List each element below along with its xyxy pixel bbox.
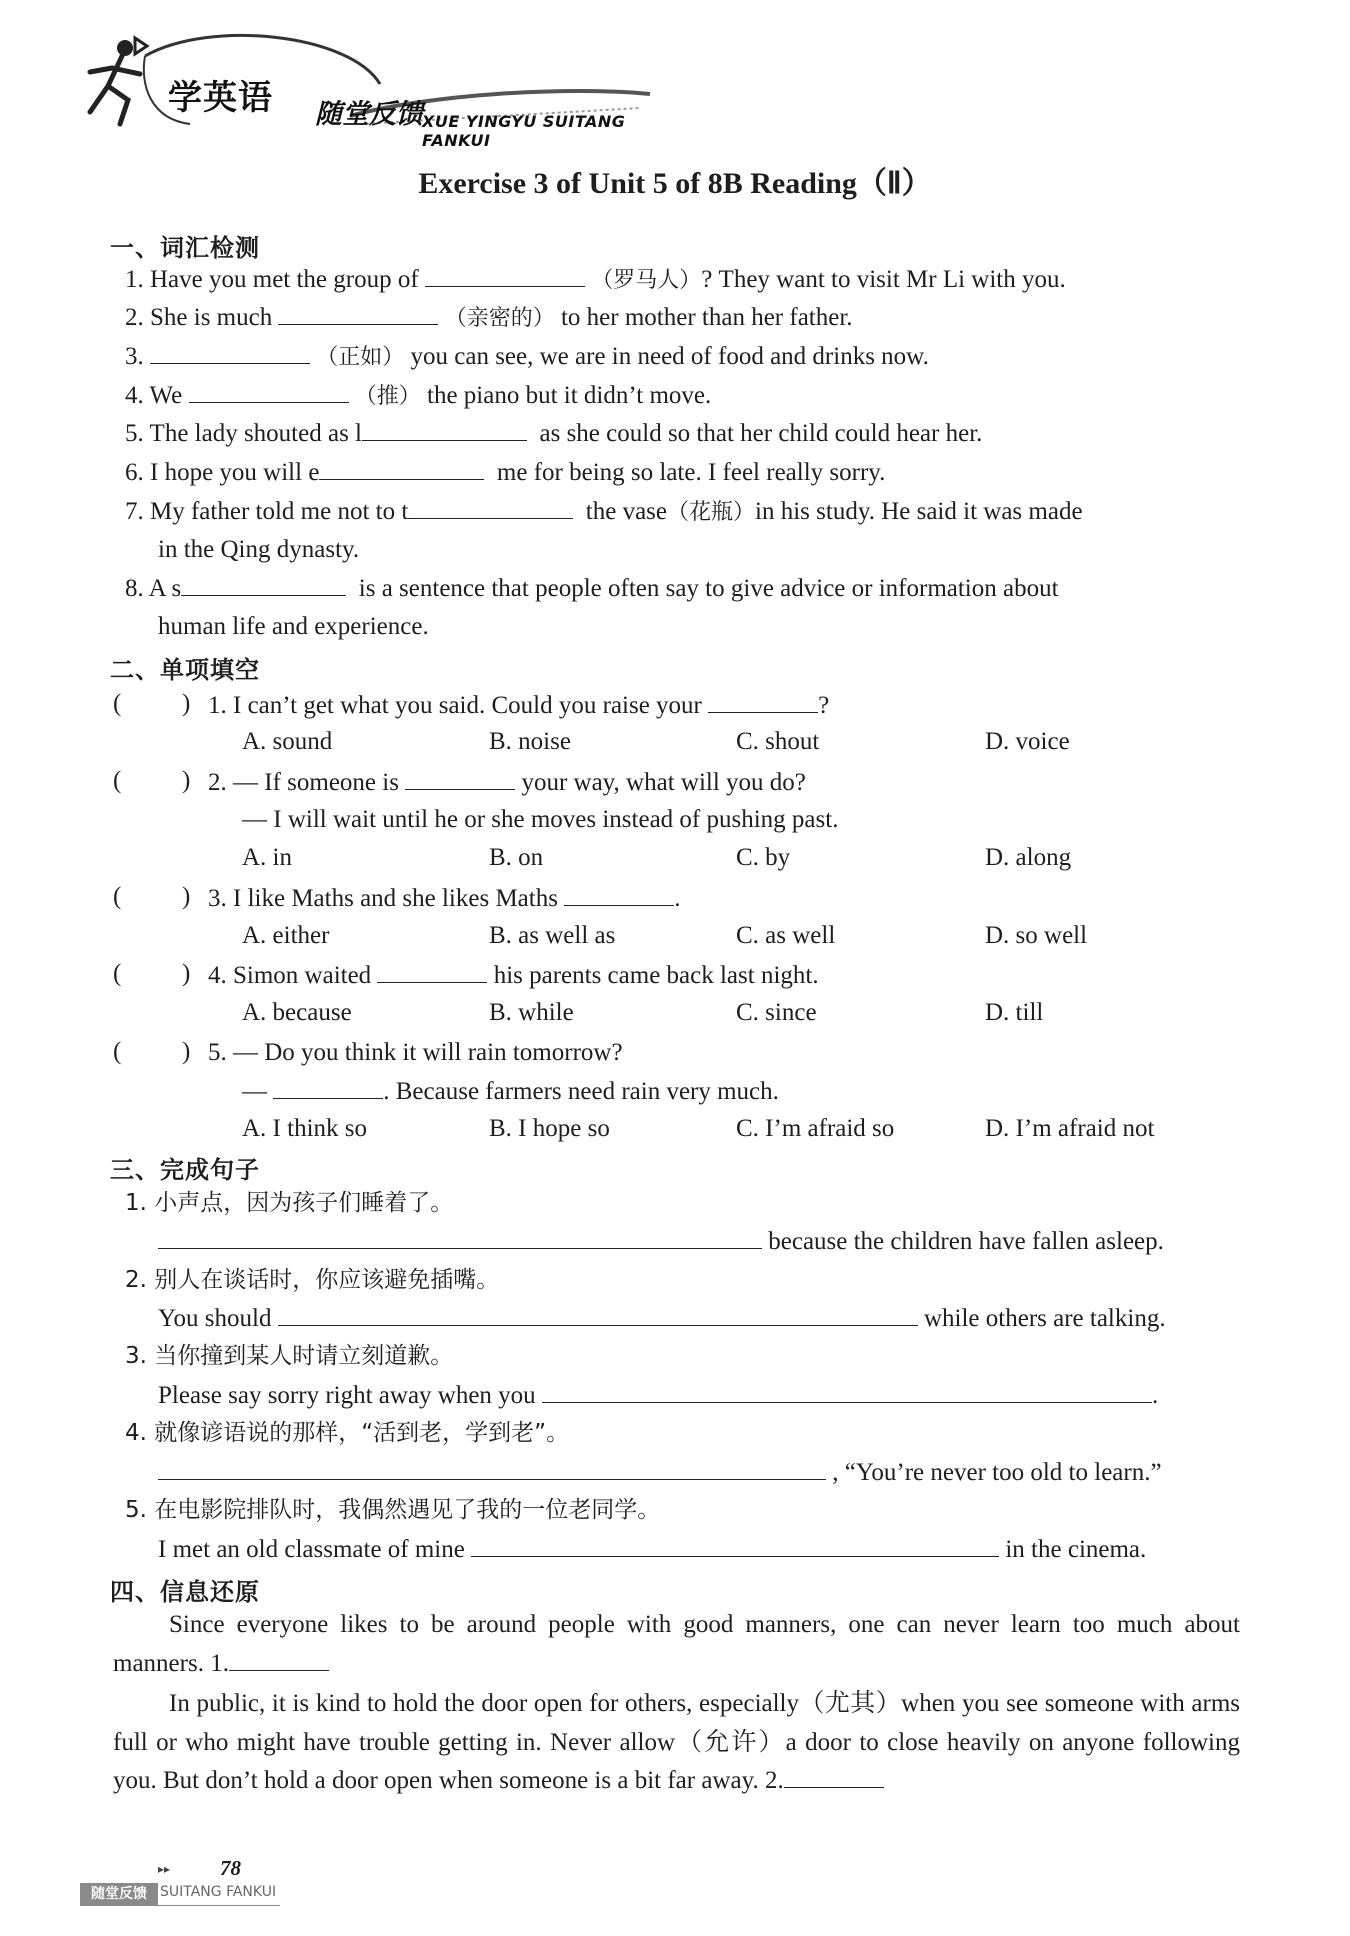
question-text: you can see, we are in need of food and drinks now. [410, 343, 929, 370]
answer-bracket-open[interactable]: ( [113, 883, 122, 910]
answer-blank[interactable] [181, 573, 346, 596]
answer-blank[interactable] [408, 496, 573, 519]
question-text: 4. We [125, 382, 183, 409]
option-c[interactable]: C. as well [736, 922, 836, 949]
answer-blank[interactable] [158, 1457, 826, 1480]
option-a[interactable]: A. either [242, 922, 330, 949]
vocab-question-2 [125, 302, 853, 334]
vocab-question-1 [125, 264, 1066, 296]
answer-bracket-close: ) [182, 883, 191, 910]
sentence-text: in the cinema. [1005, 1536, 1147, 1563]
question-text: 1. I can’t get what you said. Could you raise your [208, 692, 702, 719]
answer-blank[interactable] [377, 960, 487, 983]
option-d[interactable]: D. voice [985, 728, 1070, 755]
question-text: 2. She is much [125, 304, 273, 331]
answer-bracket-close: ) [182, 1038, 191, 1065]
question-text: 2. — If someone is [208, 769, 399, 796]
vocab-question-8-cont: human life and experience. [158, 613, 429, 640]
section-heading: 一、词汇检测 [110, 234, 260, 262]
option-b[interactable]: B. on [489, 844, 544, 871]
answer-bracket-open[interactable]: ( [113, 767, 122, 794]
sentence-answer-1 [158, 1226, 1164, 1257]
question-text: 3. [125, 343, 144, 370]
question-text: me for being so late. I feel really sorry. [496, 459, 886, 486]
question-text: in his study. He said it was made [755, 498, 1083, 525]
sentence-text: I met an old classmate of mine [158, 1536, 465, 1563]
hint-text: （正如） [316, 345, 405, 370]
question-text: 4. Simon waited [208, 962, 372, 989]
option-c[interactable]: C. I’m afraid so [736, 1115, 895, 1142]
section-heading: 二、单项填空 [110, 656, 260, 684]
question-text: your way, what will you do? [521, 769, 806, 796]
passage-paragraph-1 [113, 1606, 1240, 1683]
answer-blank[interactable] [362, 418, 527, 441]
question-text: . Because farmers need rain very much. [383, 1078, 779, 1105]
answer-blank[interactable] [158, 1226, 762, 1249]
option-b[interactable]: B. while [489, 999, 574, 1026]
option-d[interactable]: D. till [985, 999, 1044, 1026]
footer-arrow-icon: ▸▸ [158, 1862, 171, 1876]
answer-bracket-open[interactable]: ( [113, 690, 122, 717]
option-d[interactable]: D. along [985, 844, 1072, 871]
page-number: 78 [220, 1856, 241, 1880]
answer-blank[interactable] [150, 341, 310, 364]
option-c[interactable]: C. since [736, 999, 817, 1026]
answer-blank[interactable] [278, 1303, 918, 1326]
question-text: ? [818, 692, 830, 719]
vocab-question-7 [125, 496, 1083, 528]
vocab-question-6 [125, 457, 885, 488]
question-text: 5. The lady shouted as l [125, 420, 362, 447]
sentence-prompt-3: 3. 当你撞到某人时请立刻道歉。 [125, 1343, 454, 1369]
sentence-answer-2 [158, 1303, 1166, 1334]
mc-question-4 [208, 960, 819, 991]
section-heading: 四、信息还原 [110, 1578, 260, 1606]
answer-blank[interactable] [708, 690, 818, 713]
vocab-question-5 [125, 418, 982, 449]
question-text: 8. A s [125, 575, 182, 602]
question-text: the vase [585, 498, 668, 525]
footer-label: 随堂反馈 [80, 1883, 158, 1905]
option-a[interactable]: A. I think so [242, 1115, 367, 1142]
page-header [50, 24, 660, 150]
question-text: the piano but it didn’t move. [427, 382, 712, 409]
answer-bracket-open[interactable]: ( [113, 960, 122, 987]
vocab-question-4 [125, 380, 711, 412]
sentence-text: while others are talking. [923, 1305, 1166, 1332]
answer-bracket-open[interactable]: ( [113, 1038, 122, 1065]
sentence-prompt-1: 1. 小声点，因为孩子们睡着了。 [125, 1190, 454, 1216]
sentence-prompt-5: 5. 在电影院排队时，我偶然遇见了我的一位老同学。 [125, 1497, 661, 1523]
question-text: 3. I like Maths and she likes Maths [208, 885, 558, 912]
answer-blank[interactable] [405, 767, 515, 790]
hint-text: （推） [354, 384, 421, 409]
answer-blank[interactable] [471, 1534, 999, 1557]
answer-bracket-close: ) [182, 767, 191, 794]
option-b[interactable]: B. noise [489, 728, 571, 755]
vocab-question-7-cont: in the Qing dynasty. [158, 536, 360, 563]
option-a[interactable]: A. in [242, 844, 292, 871]
option-b[interactable]: B. as well as [489, 922, 616, 949]
answer-blank[interactable] [273, 1076, 383, 1099]
question-text: his parents came back last night. [493, 962, 819, 989]
vocab-question-8 [125, 573, 1059, 604]
mc-question-2-reply: — I will wait until he or she moves instead of pushing past. [242, 806, 839, 833]
mc-question-1 [208, 690, 829, 721]
sentence-prompt-4: 4. 就像谚语说的那样，“活到老，学到老”。 [125, 1420, 570, 1446]
passage-text: In public, it is kind to hold the door open for others, especially（尤其）when you see someone with arms full or who might have trouble getting in. Never allow（允许）a door to close heavily on anyone following you. But don’t hold a door open when someone is a bit far away. [113, 1690, 1240, 1794]
sentence-text: , “You’re never too old to learn.” [832, 1459, 1162, 1486]
page-title: Exercise 3 of Unit 5 of 8B Reading（Ⅱ） [418, 167, 932, 200]
question-text: 1. Have you met the group of [125, 266, 419, 293]
answer-blank[interactable] [784, 1765, 884, 1788]
blank-number: 2. [764, 1767, 784, 1794]
option-c[interactable]: C. shout [736, 728, 820, 755]
sentence-answer-4 [158, 1457, 1162, 1488]
option-a[interactable]: A. sound [242, 728, 333, 755]
question-text: to her mother than her father. [560, 304, 853, 331]
answer-blank[interactable] [319, 457, 484, 480]
sentence-text: You should [158, 1305, 272, 1332]
mc-question-2 [208, 767, 806, 798]
header-subtitle-cn: 随堂反馈 [315, 99, 423, 130]
section-heading: 三、完成句子 [110, 1156, 260, 1184]
answer-blank[interactable] [189, 380, 349, 403]
sentence-prompt-2: 2. 别人在谈话时，你应该避免插嘴。 [125, 1267, 500, 1293]
header-title: 学英语 [168, 78, 273, 118]
passage-paragraph-2 [113, 1685, 1240, 1801]
mc-question-5: 5. — Do you think it will rain tomorrow? [208, 1039, 623, 1066]
answer-bracket-close: ) [182, 960, 191, 987]
question-text: 6. I hope you will e [125, 459, 320, 486]
answer-blank[interactable] [278, 302, 438, 325]
question-text: — [242, 1078, 267, 1105]
question-text: 7. My father told me not to t [125, 498, 409, 525]
option-d[interactable]: D. so well [985, 922, 1088, 949]
option-b[interactable]: B. I hope so [489, 1115, 610, 1142]
answer-blank[interactable] [564, 883, 674, 906]
passage-text: Since everyone likes to be around people with good manners, one can never learn too much about manners. [113, 1611, 1240, 1677]
question-text: is a sentence that people often say to give advice or information about [358, 575, 1059, 602]
hint-text: （花瓶） [667, 500, 756, 525]
sentence-answer-3 [158, 1380, 1158, 1411]
sentence-text: Please say sorry right away when you [158, 1382, 536, 1409]
mc-question-3 [208, 883, 680, 914]
answer-blank[interactable] [542, 1380, 1152, 1403]
option-d[interactable]: D. I’m afraid not [985, 1115, 1155, 1142]
hint-text: （亲密的） [444, 306, 555, 331]
answer-blank[interactable] [229, 1648, 329, 1671]
footer-divider [80, 1905, 280, 1906]
question-text: ? They want to visit Mr Li with you. [701, 266, 1066, 293]
question-text: as she could so that her child could hear her. [539, 420, 983, 447]
mc-question-5-reply [242, 1076, 779, 1107]
answer-blank[interactable] [425, 264, 585, 287]
answer-bracket-close: ) [182, 690, 191, 717]
option-a[interactable]: A. because [242, 999, 352, 1026]
blank-number: 1. [210, 1649, 229, 1677]
hint-text: （罗马人） [591, 268, 702, 293]
sentence-text: . [1151, 1382, 1159, 1409]
option-c[interactable]: C. by [736, 844, 791, 871]
vocab-question-3 [125, 341, 929, 373]
sentence-text: because the children have fallen asleep. [768, 1228, 1164, 1255]
header-subtitle-en: XUE YINGYU SUITANG FANKUI [422, 112, 626, 150]
footer-label-en: SUITANG FANKUI [160, 1884, 277, 1900]
question-text: . [674, 885, 681, 912]
sentence-answer-5 [158, 1534, 1146, 1565]
